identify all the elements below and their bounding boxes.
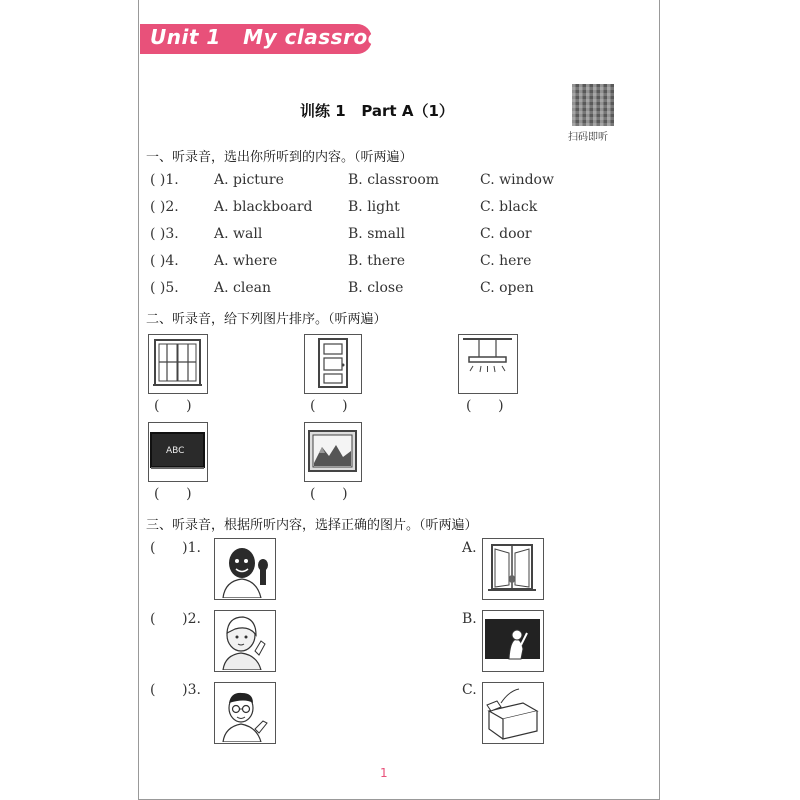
option-c[interactable]: C. window — [480, 172, 554, 188]
answer-blank[interactable]: ( )1. — [150, 172, 179, 188]
option-c[interactable]: C. door — [480, 226, 532, 242]
section3-heading: 三、听录音，根据所听内容，选择正确的图片。（听两遍） — [146, 518, 478, 533]
answer-blank[interactable]: ( )5. — [150, 280, 179, 296]
answer-blank[interactable]: ( )1. — [150, 540, 201, 556]
option-a-label[interactable]: A. — [462, 540, 477, 556]
option-a[interactable]: A. clean — [214, 280, 271, 296]
clean-desk-picture[interactable] — [482, 682, 544, 744]
blackboard-picture — [148, 422, 208, 482]
answer-blank[interactable]: ( ) — [310, 486, 348, 502]
painting-picture — [304, 422, 362, 482]
blackboard-writing-picture[interactable] — [482, 610, 544, 672]
option-a[interactable]: A. where — [214, 253, 278, 269]
option-c[interactable]: C. here — [480, 253, 532, 269]
answer-blank[interactable]: ( ) — [154, 398, 192, 414]
option-b-label[interactable]: B. — [462, 611, 477, 627]
answer-blank[interactable]: ( ) — [310, 398, 348, 414]
exercise-title: 训练 1 Part A（1） — [300, 102, 454, 120]
section2-heading: 二、听录音，给下列图片排序。（听两遍） — [146, 312, 387, 327]
girl-picture — [214, 610, 276, 672]
door-picture — [304, 334, 362, 394]
boy-glasses-picture — [214, 682, 276, 744]
window-picture — [148, 334, 208, 394]
option-b[interactable]: B. small — [348, 226, 405, 242]
option-c[interactable]: C. black — [480, 199, 538, 215]
answer-blank[interactable]: ( ) — [154, 486, 192, 502]
answer-blank[interactable]: ( )2. — [150, 611, 201, 627]
option-a[interactable]: A. wall — [214, 226, 263, 242]
answer-blank[interactable]: ( ) — [466, 398, 504, 414]
option-c-label[interactable]: C. — [462, 682, 477, 698]
option-c[interactable]: C. open — [480, 280, 534, 296]
page-number: 1 — [380, 766, 388, 780]
unit-title: Unit 1 My classroom — [150, 25, 404, 49]
option-b[interactable]: B. light — [348, 199, 400, 215]
option-b[interactable]: B. classroom — [348, 172, 440, 188]
option-b[interactable]: B. close — [348, 280, 404, 296]
light-picture — [458, 334, 518, 394]
boy-waving-picture — [214, 538, 276, 600]
blackboard-text: ABC — [166, 446, 185, 456]
answer-blank[interactable]: ( )2. — [150, 199, 179, 215]
option-a[interactable]: A. picture — [214, 172, 284, 188]
option-a[interactable]: A. blackboard — [214, 199, 313, 215]
qr-label: 扫码即听 — [568, 132, 608, 143]
answer-blank[interactable]: ( )3. — [150, 682, 201, 698]
qr-code[interactable] — [572, 84, 614, 126]
section1-heading: 一、听录音，选出你所听到的内容。（听两遍） — [146, 150, 413, 165]
answer-blank[interactable]: ( )3. — [150, 226, 179, 242]
open-window-picture[interactable] — [482, 538, 544, 600]
option-b[interactable]: B. there — [348, 253, 406, 269]
unit-banner — [140, 24, 404, 54]
answer-blank[interactable]: ( )4. — [150, 253, 179, 269]
